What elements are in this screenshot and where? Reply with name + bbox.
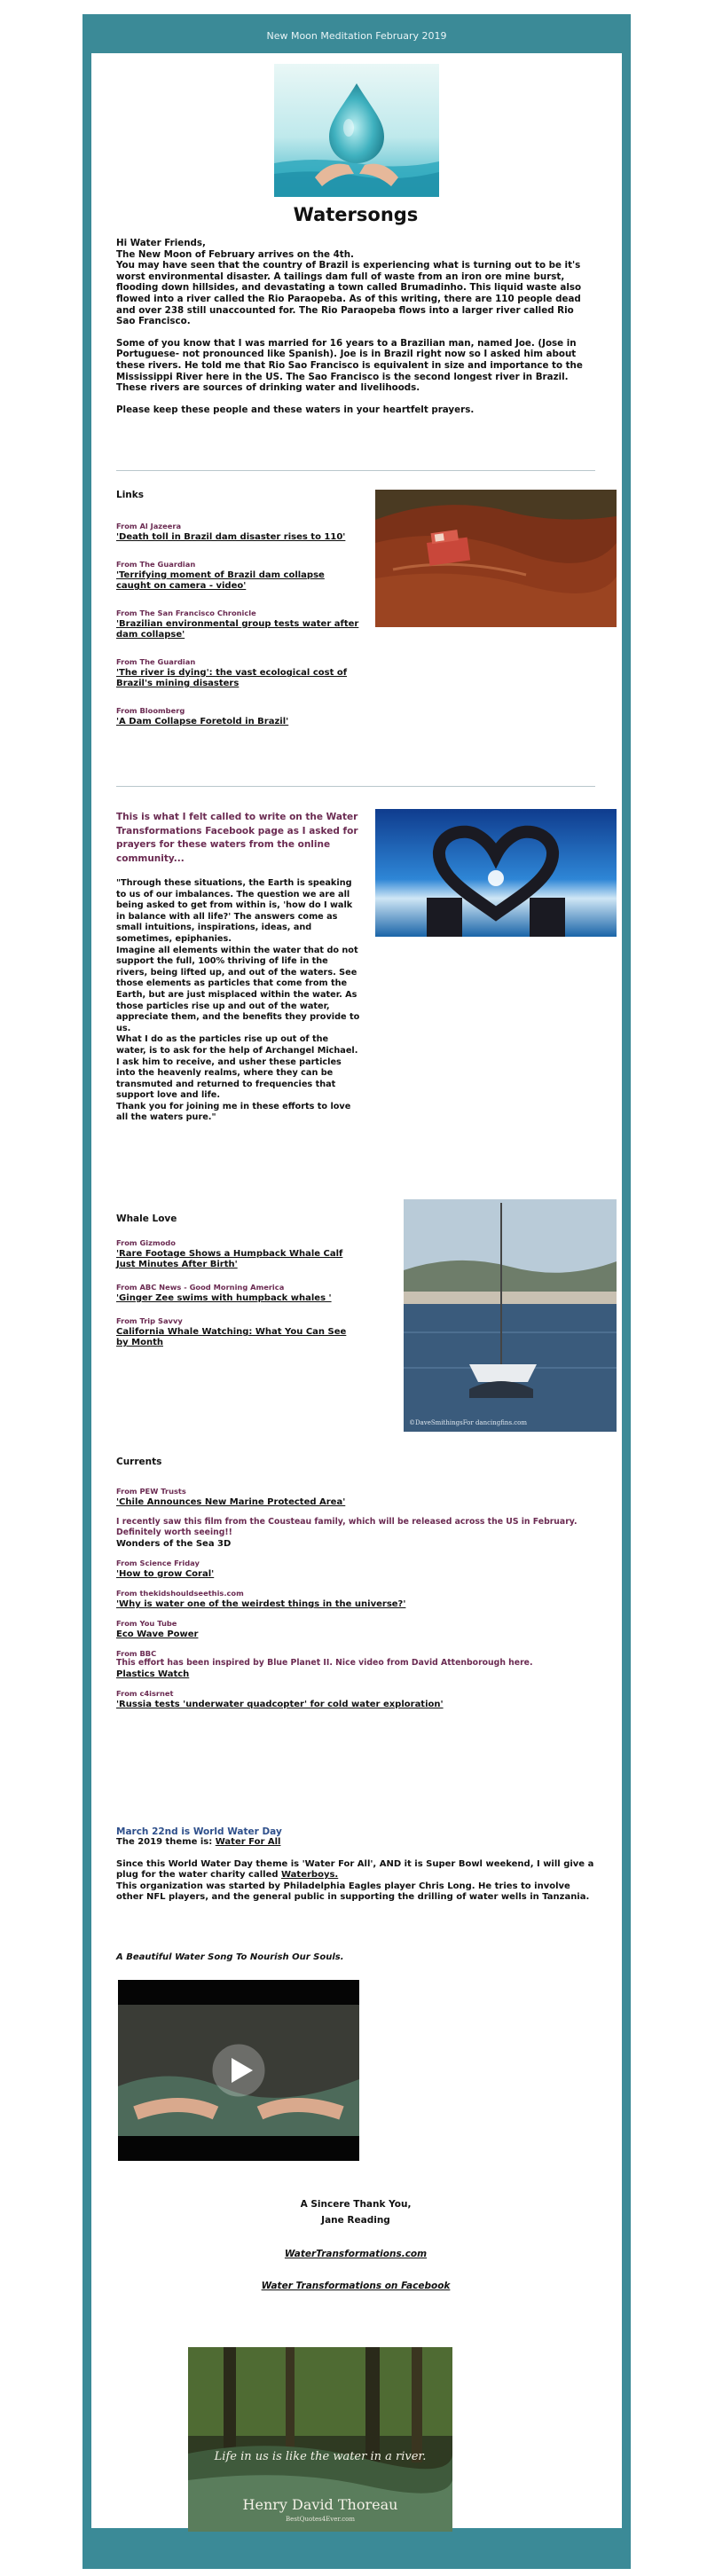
waterboys-link[interactable]: Waterboys. [281, 1870, 339, 1881]
whale-title: Whale Love [116, 1213, 177, 1224]
currents-item [116, 1689, 595, 1710]
link-title[interactable]: 'Brazilian environmental group tests water after dam collapse' [116, 619, 359, 640]
thoreau-quote: Life in us is like the water in a river. [214, 2450, 427, 2463]
link-item [116, 560, 360, 592]
water-day-section [116, 1826, 595, 1903]
link-source: From Bloomberg [116, 706, 185, 715]
link-item [116, 657, 360, 689]
currents-link[interactable]: Wonders of the Sea 3D [116, 1539, 232, 1549]
whale-section [116, 1213, 356, 1365]
currents-item [116, 1619, 595, 1640]
facebook-section [116, 811, 361, 1124]
divider-1 [116, 470, 595, 471]
link-source: From The Guardian [116, 657, 196, 666]
link-item [116, 609, 360, 640]
currents-link[interactable]: Plastics Watch [116, 1669, 190, 1679]
intro-paragraph-4: Please keep these people and these waters in your heartfelt prayers. [116, 404, 475, 415]
currents-link[interactable]: 'How to grow Coral' [116, 1569, 215, 1579]
links-section [116, 490, 360, 744]
link-source: From The San Francisco Chronicle [116, 609, 256, 617]
currents-source: From BBC [116, 1649, 157, 1658]
water-day-theme: The 2019 theme is: Water For All [116, 1837, 281, 1848]
whale-source: From Trip Savvy [116, 1316, 183, 1325]
whale-source: From ABC News - Good Morning America [116, 1283, 285, 1292]
link-title[interactable]: 'Terrifying moment of Brazil dam collapse caught on camera - video' [116, 570, 325, 591]
whale-link[interactable]: 'Rare Footage Shows a Humpback Whale Calf Just Minutes After Birth' [116, 1249, 343, 1269]
currents-link[interactable]: 'Chile Announces New Marine Protected Area' [116, 1497, 346, 1507]
newsletter-title: New Moon Meditation February 2019 [266, 29, 447, 42]
whale-item [116, 1283, 356, 1304]
thoreau-site: BestQuotes4Ever.com [286, 2516, 355, 2523]
closing-line-2: Jane Reading [321, 2215, 390, 2226]
intro-paragraph-3: Some of you know that I was married for 16 years to a Brazilian man, named Joe. (Jose in Portuguese- not pronounced like Spanish). Joe is in Brazil right now so I asked him about these rivers. He told me that Rio Sao Francisco is equivalent in size and importance to the Mississippi River here in the US. The Sao Francisco is the second longest river in Brazil. These rivers are sources of drinking water and livelihoods. [116, 337, 583, 394]
header-bar [82, 14, 631, 57]
intro-paragraph-2: You may have seen that the country of Brazil is experiencing what is turning out to be it's worst environmental disaster. A tailings dam full of waste from an iron ore mine burst, flooding down hillsides, and devastating a town called Brumadinho. This liquid waste also flowed into a river called the Rio Paraopeba. As of this writing, there are 110 people dead and over 238 still unaccounted for. The Rio Paraopeba flows into a larger river called Rio Sao Francisco. [116, 260, 582, 327]
intro-paragraph-1: The New Moon of February arrives on the 4th. [116, 248, 354, 260]
currents-link[interactable]: Eco Wave Power [116, 1630, 199, 1639]
currents-source: From PEW Trusts [116, 1487, 186, 1496]
greeting: Hi Water Friends, [116, 238, 206, 248]
link-source: From Al Jazeera [116, 522, 182, 530]
divider-2 [116, 786, 595, 787]
photo-credit: ©DaveSmithingsFor dancingfins.com [409, 1419, 528, 1426]
water-day-paragraph-1: Since this World Water Day theme is 'Water For All', AND it is Super Bowl weekend, I will give a plug for the water charity called Waterboys. [116, 1858, 594, 1881]
email-frame [82, 14, 631, 2569]
currents-item [116, 1559, 595, 1580]
mud-flood-image [375, 490, 617, 627]
whale-source: From Gizmodo [116, 1238, 176, 1247]
currents-note: This effort has been inspired by Blue Planet II. Nice video from David Attenborough here. [116, 1658, 533, 1668]
facebook-heading: This is what I felt called to write on the Water Transformations Facebook page as I asked for prayers for these waters from the online community... [116, 812, 358, 864]
closing-line-1: A Sincere Thank You, [300, 2199, 412, 2210]
song-caption: A Beautiful Water Song To Nourish Our Souls. [116, 1952, 344, 1962]
water-drop-hands-image [274, 64, 439, 197]
currents-source: From You Tube [116, 1619, 177, 1628]
heart-hands-image [375, 809, 617, 937]
intro-text [116, 238, 595, 426]
whale-link[interactable]: 'Ginger Zee swims with humpback whales ' [116, 1293, 332, 1303]
currents-item [116, 1589, 595, 1610]
currents-title: Currents [116, 1457, 162, 1467]
video-thumbnail[interactable] [118, 1980, 359, 2161]
currents-link[interactable]: 'Russia tests 'underwater quadcopter' for cold water exploration' [116, 1700, 444, 1709]
page-title: Watersongs [293, 204, 419, 225]
whale-item [116, 1316, 356, 1348]
thoreau-quote-image [188, 2347, 452, 2532]
facebook-quote: "Through these situations, the Earth is speaking to us of our imbalances. The question we are all being asked to get from within is, 'how do I walk in balance with all life?' The answers come as small intuitions, inspirations, ideas, and sometimes, epiphanies. Imagine all elements within the water that do not support the full, 100% thriving of life in the rivers, being lifted up, and out of the waters. See those elements as particles that come from the Earth, but are just misplaced within the water. As those particles rise up and out of the water, appreciate them, and the benefits they provide to us. What I do as the particles rise up out of the water, is to ask for the help of Archangel Michael. I ask him to receive, and usher these particles into the heavenly realms, where they can be transmuted and returned to frequencies that support love and life. Thank you for joining me in these efforts to love all the waters pure." [116, 878, 360, 1123]
whale-item [116, 1238, 356, 1270]
currents-item [116, 1517, 595, 1550]
currents-item [116, 1649, 595, 1680]
facebook-link[interactable]: Water Transformations on Facebook [261, 2281, 451, 2291]
link-item [116, 706, 360, 727]
water-for-all-link[interactable]: Water For All [215, 1837, 281, 1848]
link-source: From The Guardian [116, 560, 196, 569]
email-body [91, 53, 622, 2528]
link-title[interactable]: 'A Dam Collapse Foretold in Brazil' [116, 717, 289, 726]
whale-link[interactable]: California Whale Watching: What You Can See by Month [116, 1327, 347, 1347]
link-item [116, 522, 360, 543]
links-title: Links [116, 490, 144, 500]
currents-link[interactable]: 'Why is water one of the weirdest things in the universe?' [116, 1599, 406, 1609]
link-title[interactable]: 'Death toll in Brazil dam disaster rises to 110' [116, 532, 346, 542]
currents-source: From thekidshouldseethis.com [116, 1589, 244, 1598]
water-day-paragraph-2: This organization was started by Philadelphia Eagles player Chris Long. He tries to involve other NFL players, and the general public in supporting the drilling of water wells in Tanzania. [116, 1881, 590, 1903]
water-day-heading: March 22nd is World Water Day [116, 1826, 282, 1837]
thoreau-author: Henry David Thoreau [242, 2496, 398, 2513]
whale-boat-image [404, 1199, 617, 1432]
currents-section [116, 1457, 595, 1727]
website-link[interactable]: WaterTransformations.com [284, 2249, 428, 2259]
currents-note: I recently saw this film from the Cousteau family, which will be released across the US in February. Definitely worth seeing!! [116, 1517, 578, 1537]
currents-source: From Science Friday [116, 1559, 200, 1567]
link-title[interactable]: 'The river is dying': the vast ecological cost of Brazil's mining disasters [116, 668, 348, 688]
currents-item [116, 1487, 595, 1508]
closing-section [116, 2196, 595, 2294]
currents-source: From c4isrnet [116, 1689, 174, 1698]
